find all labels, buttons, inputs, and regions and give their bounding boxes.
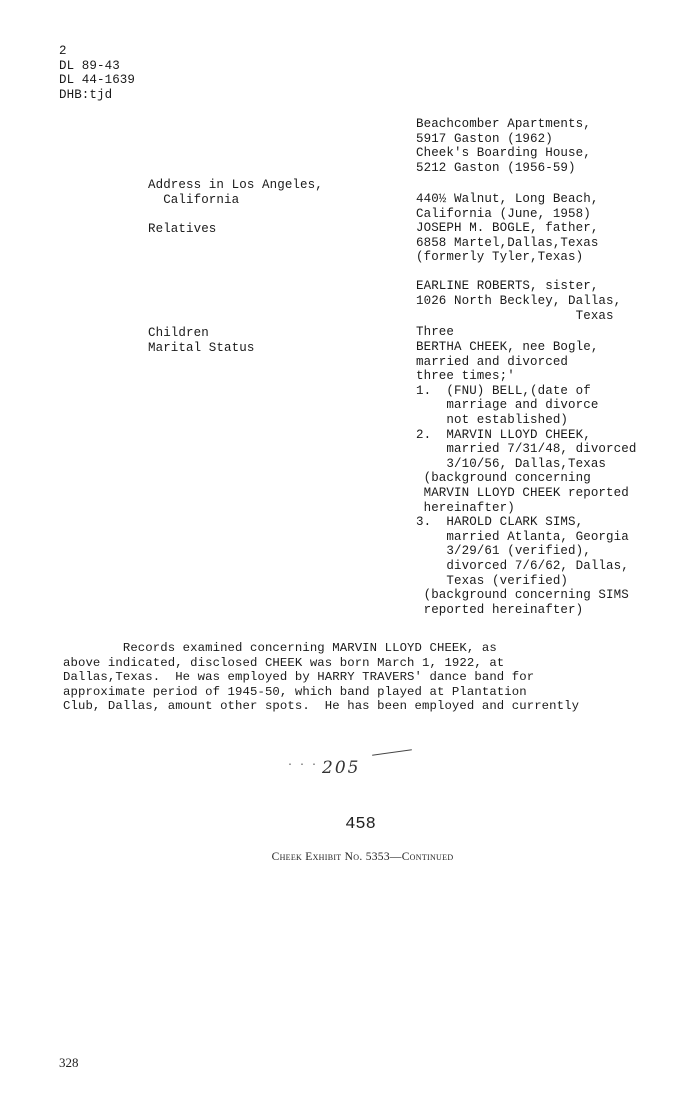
relatives-label: Relatives [148, 222, 217, 236]
children-label: Children [148, 326, 209, 340]
value-line: divorced 7/6/62, Dallas, [416, 558, 629, 573]
header-line: DHB:tjd [59, 87, 113, 102]
marital-status-label: Marital Status [148, 341, 255, 355]
value-line: MARVIN LLOYD CHEEK reported [416, 485, 629, 500]
children-value: Three [416, 325, 455, 339]
value-line: 6858 Martel,Dallas,Texas [416, 235, 599, 250]
value-line: hereinafter) [416, 500, 515, 515]
value-line: Texas [416, 308, 614, 323]
relatives-value [416, 221, 621, 323]
value-line: BERTHA CHEEK, nee Bogle, [416, 340, 599, 354]
header-line: 2 [59, 44, 67, 58]
value-line: 3. HAROLD CLARK SIMS, [416, 515, 584, 530]
address-value [416, 192, 598, 221]
value-line: 440½ Walnut, Long Beach, [416, 192, 599, 206]
page-number: 458 [345, 815, 376, 834]
residence-line: 5212 Gaston (1956-59) [416, 160, 576, 175]
residence-line: 5917 Gaston (1962) [416, 131, 553, 146]
handwritten-dots: · · · [287, 760, 318, 771]
value-line: (background concerning [416, 471, 591, 486]
paragraph-line: Records examined concerning MARVIN LLOYD CHEEK, as [63, 641, 497, 655]
paragraph-line: approximate period of 1945-50, which band played at Plantation [63, 684, 527, 699]
value-line: 3/10/56, Dallas,Texas [416, 456, 607, 471]
value-line: 3/29/61 (verified), [416, 544, 591, 559]
body-paragraph [63, 641, 579, 714]
handwritten-notation: 205 [322, 758, 361, 778]
value-line: Texas (verified) [416, 573, 569, 588]
value-line: California (June, 1958) [416, 206, 591, 221]
value-line: marriage and divorce [416, 398, 599, 413]
residence-line: Beachcomber Apartments, [416, 117, 591, 131]
file-header [59, 44, 135, 102]
value-line: married 7/31/48, divorced [416, 442, 637, 457]
label-line: California [148, 192, 240, 207]
handwritten-stroke [372, 749, 412, 756]
value-line: EARLINE ROBERTS, sister, [416, 279, 599, 294]
address-label [148, 178, 323, 207]
value-line: not established) [416, 412, 569, 427]
value-line: married and divorced [416, 354, 569, 369]
label-line: Address in Los Angeles, [148, 178, 323, 192]
value-line: 1. (FNU) BELL,(date of [416, 383, 591, 398]
paragraph-line: Dallas,Texas. He was employed by HARRY TRAVERS' dance band for [63, 670, 535, 685]
value-line: married Atlanta, Georgia [416, 529, 629, 544]
header-line: DL 44-1639 [59, 73, 136, 88]
folio-number: 328 [59, 1055, 79, 1070]
value-line: JOSEPH M. BOGLE, father, [416, 221, 599, 235]
paragraph-line: above indicated, disclosed CHEEK was born March 1, 1922, at [63, 655, 505, 670]
exhibit-caption: Cheek Exhibit No. 5353—Continued [271, 851, 454, 863]
value-line: (background concerning SIMS [416, 588, 629, 603]
marital-status-value [416, 340, 636, 617]
value-line: (formerly Tyler,Texas) [416, 250, 584, 265]
value-line: 2. MARVIN LLOYD CHEEK, [416, 427, 591, 442]
header-line: DL 89-43 [59, 58, 120, 73]
residence-block [416, 117, 591, 175]
residence-line: Cheek's Boarding House, [416, 146, 591, 161]
value-line: three times;' [416, 369, 515, 384]
value-line: reported hereinafter) [416, 602, 584, 617]
paragraph-line: Club, Dallas, amount other spots. He has been employed and currently [63, 699, 580, 714]
value-line: 1026 North Beckley, Dallas, [416, 293, 622, 308]
